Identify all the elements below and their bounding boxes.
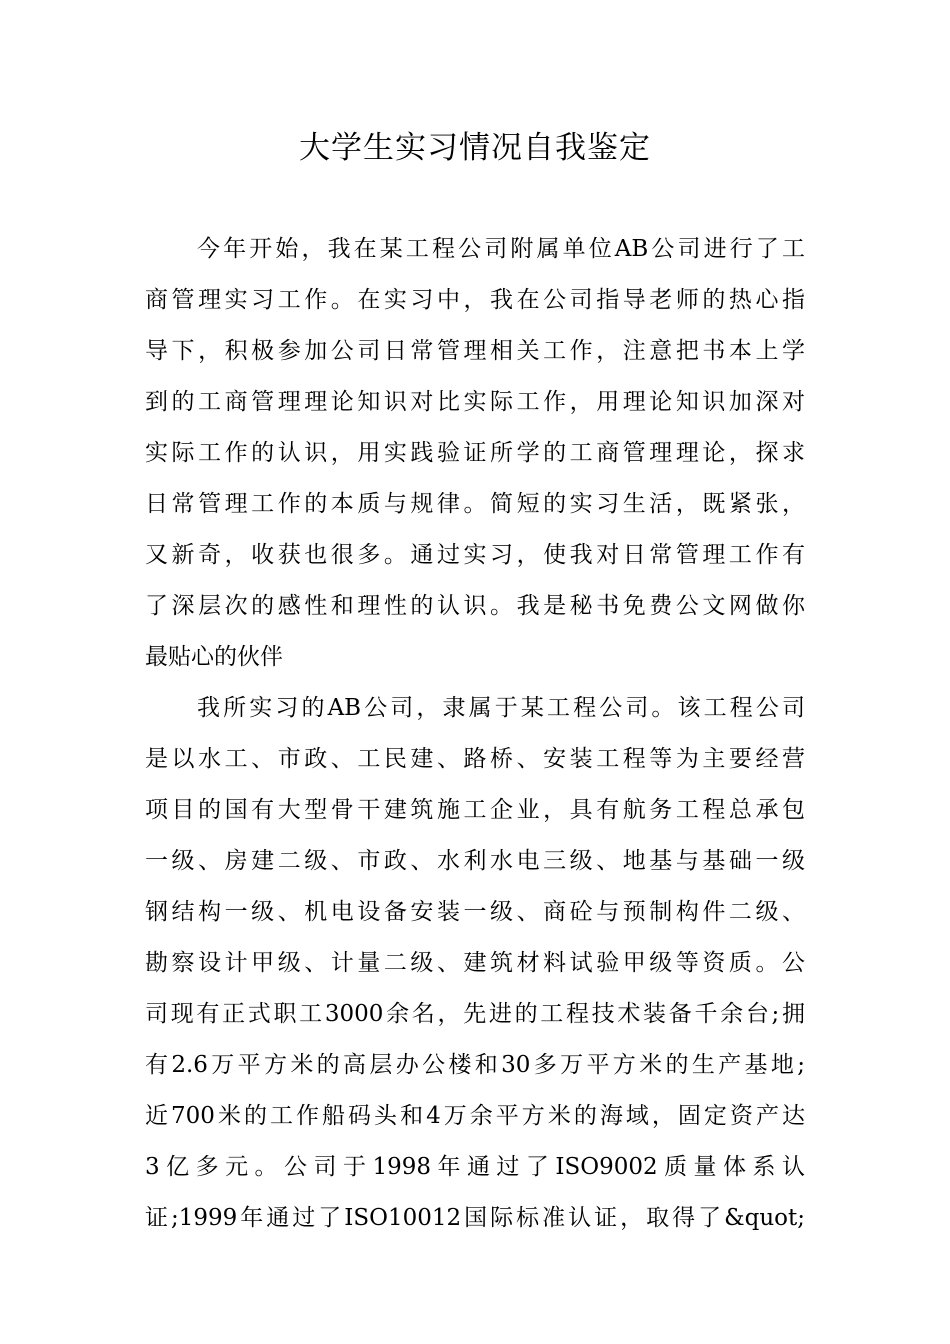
text-line: 商管理实习工作。在实习中，我在公司指导老师的热心指 [145, 287, 805, 313]
text-line: 钢结构一级、机电设备安装一级、商砼与预制构件二级、 [145, 899, 805, 925]
text-line: 今年开始，我在某工程公司附属单位AB公司进行了工 [197, 236, 805, 262]
text-line: 最贴心的伙伴 [145, 644, 283, 670]
paragraph [145, 231, 805, 690]
text-line: 一级、房建二级、市政、水利水电三级、地基与基础一级 [145, 848, 805, 874]
text-line: 证;1999年通过了ISO10012国际标准认证，取得了&quot; [145, 1205, 805, 1231]
paragraph [145, 690, 805, 1251]
text-line: 近700米的工作船码头和4万余平方米的海域，固定资产达 [145, 1103, 805, 1129]
text-line: 实际工作的认识，用实践验证所学的工商管理理论，探求 [145, 440, 805, 466]
text-line: 又新奇，收获也很多。通过实习，使我对日常管理工作有 [145, 542, 805, 568]
text-line: 到的工商管理理论知识对比实际工作，用理论知识加深对 [145, 389, 805, 415]
text-line: 我所实习的AB公司，隶属于某工程公司。该工程公司 [197, 695, 805, 721]
text-line: 勘察设计甲级、计量二级、建筑材料试验甲级等资质。公 [145, 950, 805, 976]
document-body [145, 231, 805, 1251]
text-line: 日常管理工作的本质与规律。简短的实习生活，既紧张， [145, 491, 805, 517]
text-line: 项目的国有大型骨干建筑施工企业，具有航务工程总承包 [145, 797, 805, 823]
text-line: 是以水工、市政、工民建、路桥、安装工程等为主要经营 [145, 746, 805, 772]
text-line: 有2.6万平方米的高层办公楼和30多万平方米的生产基地; [145, 1052, 805, 1078]
text-line: 了深层次的感性和理性的认识。我是秘书免费公文网做你 [145, 593, 805, 619]
text-line: 3亿多元。公司于1998年通过了ISO9002质量体系认 [145, 1154, 805, 1180]
text-line: 导下，积极参加公司日常管理相关工作，注意把书本上学 [145, 338, 805, 364]
document-title: 大学生实习情况自我鉴定 [299, 130, 651, 166]
text-line: 司现有正式职工3000余名，先进的工程技术装备千余台;拥 [145, 1001, 805, 1027]
